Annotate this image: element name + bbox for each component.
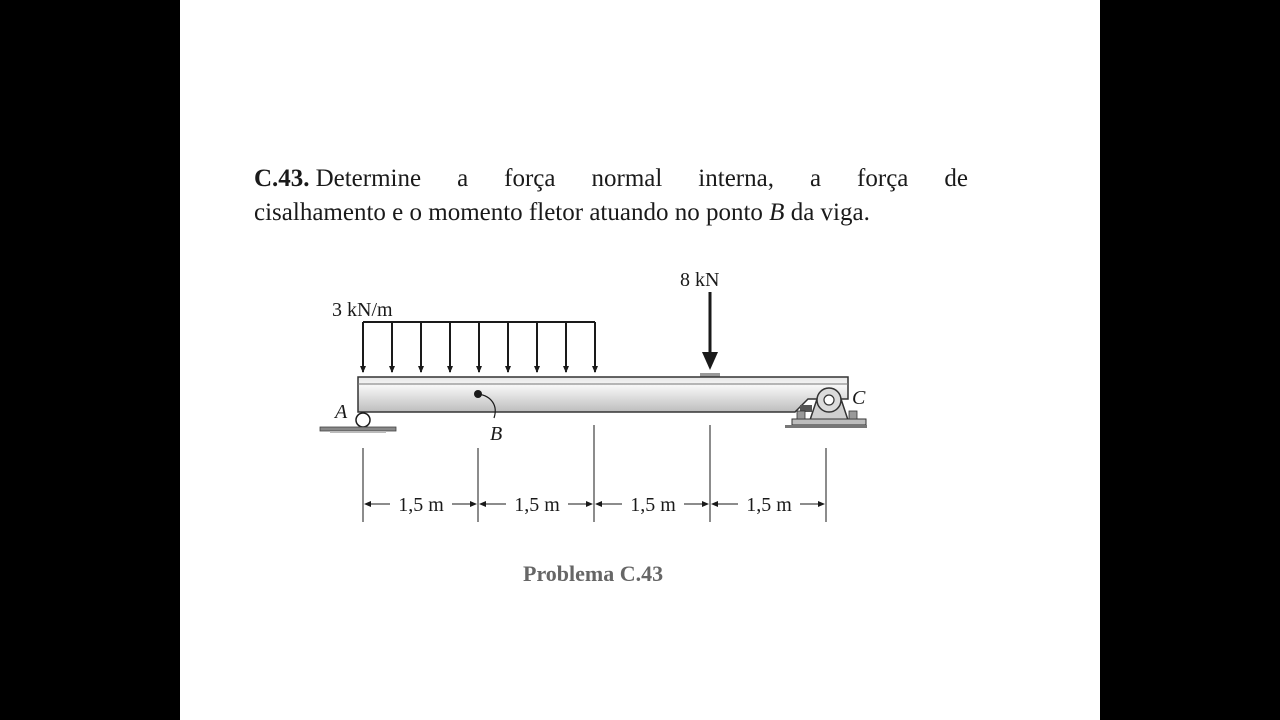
- dimension-label: 1,5 m: [630, 494, 676, 516]
- pin-base-plate: [792, 419, 866, 425]
- pin-icon: [824, 395, 834, 405]
- ground-a-shadow: [330, 431, 386, 433]
- point-a-label: A: [335, 401, 348, 423]
- bolt-icon: [797, 411, 805, 419]
- beam: [358, 377, 848, 412]
- ground-a: [320, 427, 396, 431]
- distributed-load-arrows: [363, 322, 595, 372]
- problem-number: C.43.: [254, 165, 310, 192]
- problem-point-b: B: [769, 199, 785, 226]
- point-load-arrow-head: [702, 352, 718, 370]
- dimension-label: 1,5 m: [514, 494, 560, 516]
- point-b-label: B: [490, 423, 503, 445]
- figure-caption: Problema C.43: [523, 561, 664, 586]
- problem-text-line-2-end: da viga.: [784, 199, 870, 226]
- problem-text-line-2: cisalhamento e o momento fletor atuando no ponto: [254, 199, 770, 226]
- point-load-label: 8 kN: [680, 269, 720, 291]
- roller-support: [356, 413, 370, 427]
- point-c-label: C: [852, 387, 866, 409]
- dimension-label: 1,5 m: [398, 494, 444, 516]
- ground-c: [785, 425, 867, 428]
- problem-text-line-1: Determine a força normal interna, a força de: [315, 165, 968, 192]
- dimension-label: 1,5 m: [746, 494, 792, 516]
- document-page: [180, 0, 1100, 720]
- distributed-load-label: 3 kN/m: [332, 299, 393, 321]
- bolt-icon: [849, 411, 857, 419]
- beam-diagram: [180, 0, 1100, 720]
